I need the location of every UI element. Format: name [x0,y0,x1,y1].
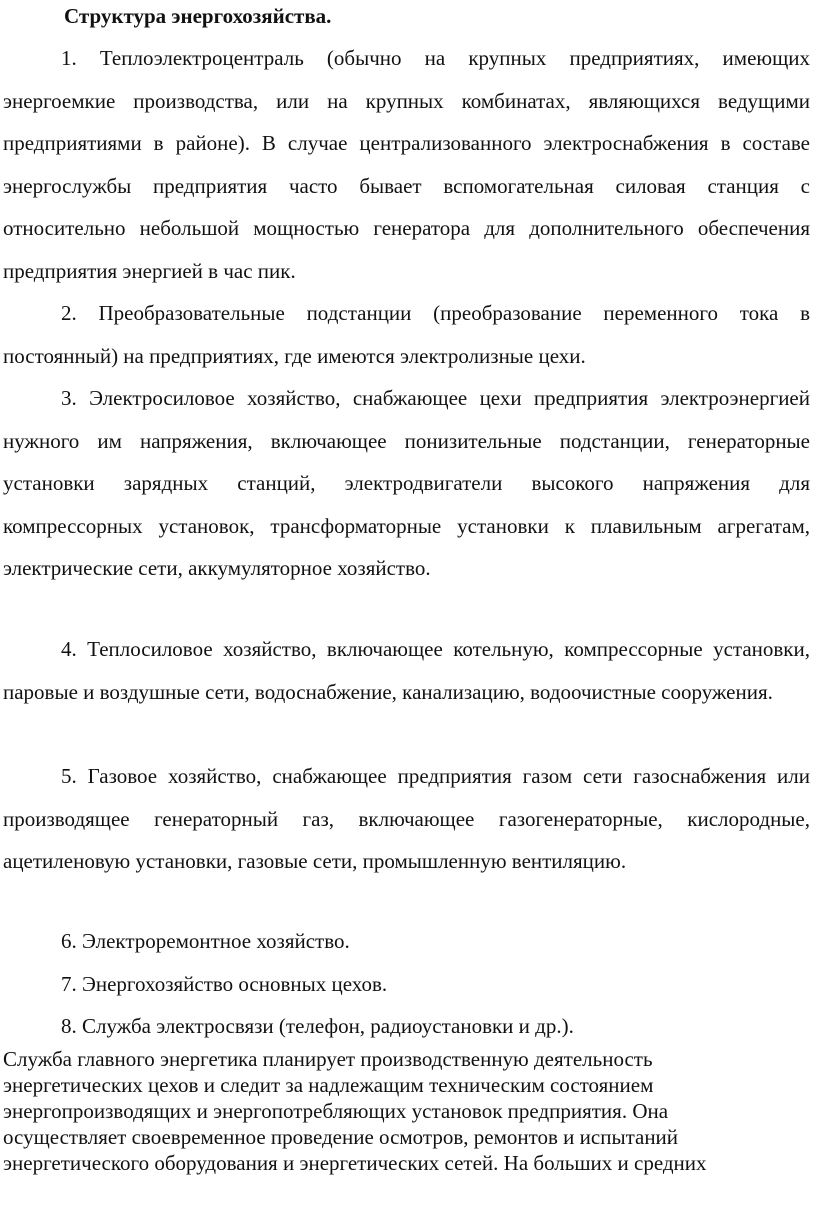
list-item-7: 7. Энергохозяйство основных цехов. [61,972,388,996]
list-item-1: 1. Теплоэлектроцентраль (обычно на крупных предприятиях, имеющих энергоемкие производства, или на крупных комбинатах, являющихся ведущими предприятиями в районе). В случае централизованного электроснабжения в составе энергослужбы предприятия часто бывает вспомогательная силовая станция с относительно небольшой мощностью генератора для дополнительного обеспечения предприятия энергией в час пик. [3,46,810,283]
list-item-4: 4. Теплосиловое хозяйство, включающее котельную, компрессорные установки, паровые и воздушные сети, водоснабжение, канализацию, водоочистные сооружения. [3,637,810,704]
list-item-8: 8. Служба электросвязи (телефон, радиоустановки и др.). [61,1014,574,1038]
list-item-6: 6. Электроремонтное хозяйство. [61,929,350,953]
list-item-5: 5. Газовое хозяйство, снабжающее предприятия газом сети газоснабжения или производящее генераторный газ, включающее газогенераторные, кислородные, ацетиленовую установки, газовые сети, промышленную вентиляцию. [3,764,810,873]
list-item-2: 2. Преобразовательные подстанции (преобразование переменного тока в постоянный) на предприятиях, где имеются электролизные цехи. [3,301,810,368]
section-heading: Структура энергохозяйства. [64,4,332,28]
closing-paragraph: Служба главного энергетика планирует производственную деятельность энергетических цехов и следит за надлежащим техническим состоянием энергопроизводящих и энергопотребляющих установок предприятия. Она осуществляет своевременное проведение осмотров, ремонтов и испытаний энергетического оборудования и энергетических сетей. На больших и средних [3,1047,707,1175]
list-item-3: 3. Электросиловое хозяйство, снабжающее цехи предприятия электроэнергией нужного им напряжения, включающее понизительные подстанции, генераторные установки зарядных станций, электродвигатели высокого напряжения для компрессорных установок, трансформаторные установки к плавильным агрегатам, электрические сети, аккумуляторное хозяйство. [3,386,810,580]
